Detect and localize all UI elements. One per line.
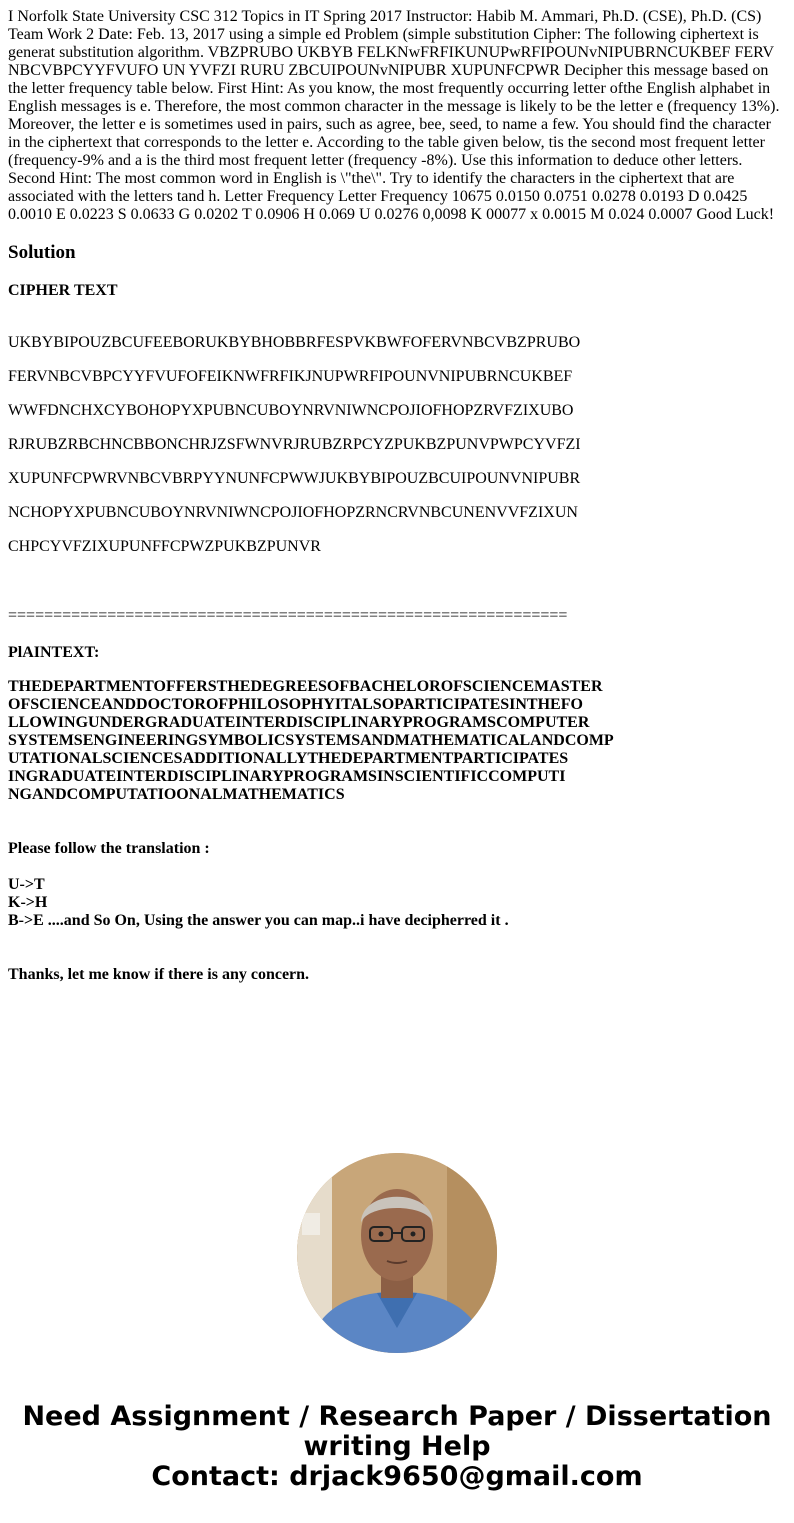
- plaintext-line: INGRADUATEINTERDISCIPLINARYPROGRAMSINSCIENTIFICCOMPUTI: [8, 768, 566, 785]
- thanks-text: Thanks, let me know if there is any concern.: [8, 966, 310, 983]
- cipher-line: RJRUBZRBCHNCBBONCHRJZSFWNVRJRUBZRPCYZPUKBZPUNVPWPCYVFZI: [8, 436, 581, 453]
- cipher-line: UKBYBIPOUZBCUFEEBORUKBYBHOBBRFESPVKBWFOFERVNBCVBZPRUBO: [8, 334, 581, 351]
- plaintext-line: SYSTEMSENGINEERINGSYMBOLICSYSTEMSANDMATHEMATICALANDCOMP: [8, 732, 614, 749]
- footer-line-2: writing Help: [303, 1431, 491, 1462]
- mapping-item: B->E ....and So On, Using the answer you can map..i have decipherred it .: [8, 912, 509, 929]
- author-portrait-image: [297, 1153, 497, 1353]
- plaintext-line: OFSCIENCEANDDOCTOROFPHILOSOPHYITALSOPARTICIPATESINTHEFO: [8, 696, 583, 713]
- cipher-text-block: [8, 334, 581, 572]
- mapping-list: [8, 876, 509, 930]
- plaintext-line: UTATIONALSCIENCESADDITIONALLYTHEDEPARTMENTPARTICIPATES: [8, 750, 569, 767]
- author-avatar: [297, 1153, 497, 1353]
- footer-advert: [0, 1402, 794, 1492]
- plaintext-line: LLOWINGUNDERGRADUATEINTERDISCIPLINARYPROGRAMSCOMPUTER: [8, 714, 590, 731]
- cipher-line: FERVNBCVBPCYYFVUFOFEIKNWFRFIKJNUPWRFIPOUNVNIPUBRNCUKBEF: [8, 368, 573, 385]
- question-text: I Norfolk State University CSC 312 Topics in IT Spring 2017 Instructor: Habib M. Ammari, Ph.D. (CSE), Ph.D. (CS) Team Work 2 Date: Feb. 13, 2017 using a simple ed Problem (simple substitution Cipher: The following ciphertext is generat substitution algorithm. VBZPRUBO UKBYB FELKNwFRFIKUNUPwRFIPOUNvNIPUBRNCUKBEF FERV NBCVBPCYYFVUFO UN YVFZI RURU ZBCUIPOUNvNIPUBR XUPUNFCPWR Decipher this message based on the letter frequency table below. First Hint: As you know, the most frequently occurring letter ofthe English alphabet in English messages is e. Therefore, the most common character in the message is likely to be the letter e (frequency 13%). Moreover, the letter e is sometimes used in pairs, such as agree, bee, seed, to name a few. You should find the character in the ciphertext that corresponds to the letter e. According to the table given below, tis the second most frequent letter (frequency-9% and a is the third most frequent letter (frequency -8%). Use this information to deduce other letters. Second Hint: The most common word in English is \"the\". Try to identify the characters in the ciphertext that are associated with the letters tand h. Letter Frequency Letter Frequency 10675 0.0150 0.0751 0.0278 0.0193 D 0.0425 0.0010 E 0.0223 S 0.0633 G 0.0202 T 0.0906 H 0.069 U 0.0276 0,0098 K 00077 x 0.0015 M 0.024 0.0007 Good Luck!: [8, 8, 780, 223]
- cipher-line: CHPCYVFZIXUPUNFFCPWZPUKBZPUNVR: [8, 538, 321, 555]
- mapping-item: K->H: [8, 894, 48, 911]
- divider-line: ==============================================================: [8, 607, 568, 624]
- solution-heading: Solution: [8, 242, 76, 263]
- plaintext-block: [8, 678, 614, 804]
- plaintext-line: THEDEPARTMENTOFFERSTHEDEGREESOFBACHELOROFSCIENCEMASTER: [8, 678, 603, 695]
- footer-contact-line: Contact: drjack9650@gmail.com: [151, 1461, 643, 1492]
- document-page: [0, 0, 794, 224]
- cipher-line: NCHOPYXPUBNCUBOYNRVNIWNCPOJIOFHOPZRNCRVNBCUNENVVFZIXUN: [8, 504, 578, 521]
- cipher-line: WWFDNCHXCYBOHOPYXPUBNCUBOYNRVNIWNCPOJIOFHOPZRVFZIXUBO: [8, 402, 574, 419]
- follow-translation-text: Please follow the translation :: [8, 840, 210, 857]
- footer-line-1: Need Assignment / Research Paper / Dissertation: [22, 1401, 772, 1432]
- plaintext-line: NGANDCOMPUTATIOONALMATHEMATICS: [8, 786, 345, 803]
- plaintext-label: PlAINTEXT:: [8, 644, 100, 661]
- mapping-item: U->T: [8, 876, 45, 893]
- cipher-line: XUPUNFCPWRVNBCVBRPYYNUNFCPWWJUKBYBIPOUZBCUIPOUNVNIPUBR: [8, 470, 581, 487]
- cipher-text-label: CIPHER TEXT: [8, 282, 118, 299]
